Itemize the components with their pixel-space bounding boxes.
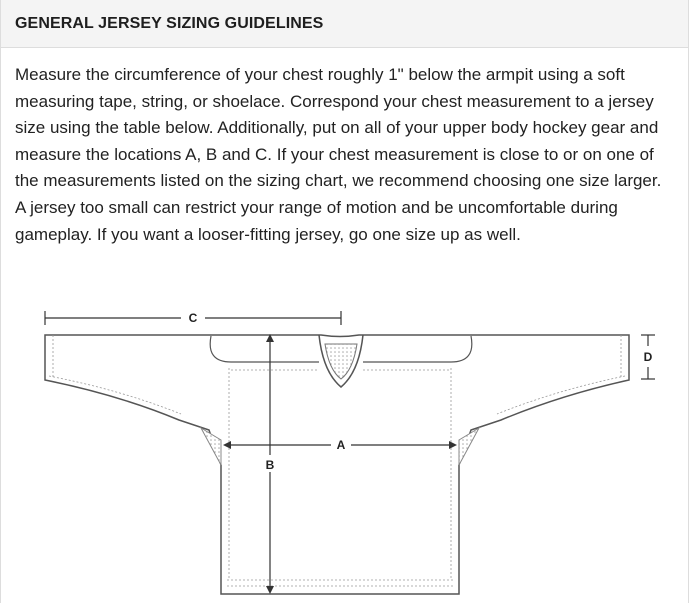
dimension-a-label: A (336, 438, 346, 452)
dimension-d-label: D (643, 350, 653, 364)
section-header (1, 0, 688, 48)
section-title: GENERAL JERSEY SIZING GUIDELINES (15, 14, 324, 32)
sizing-description: Measure the circumference of your chest roughly 1" below the armpit using a soft measuring tape, string, or shoelace. Correspond your chest measurement to a jersey size using the table below. Additionally, put on all of your upper body hockey gear and measure the locations A, B and C. If your chest measurement is close to or on one of the measurements listed on the sizing chart, we recommend choosing one size larger. A jersey too small can restrict your range of motion and be uncomfortable during gameplay. If you want a looser-fitting jersey, go one size up as well. (15, 65, 662, 244)
dimension-c-label: C (188, 311, 198, 325)
jersey-diagram (1, 290, 690, 603)
jersey-diagram-svg (1, 290, 690, 603)
dimension-b-label: B (265, 458, 275, 472)
